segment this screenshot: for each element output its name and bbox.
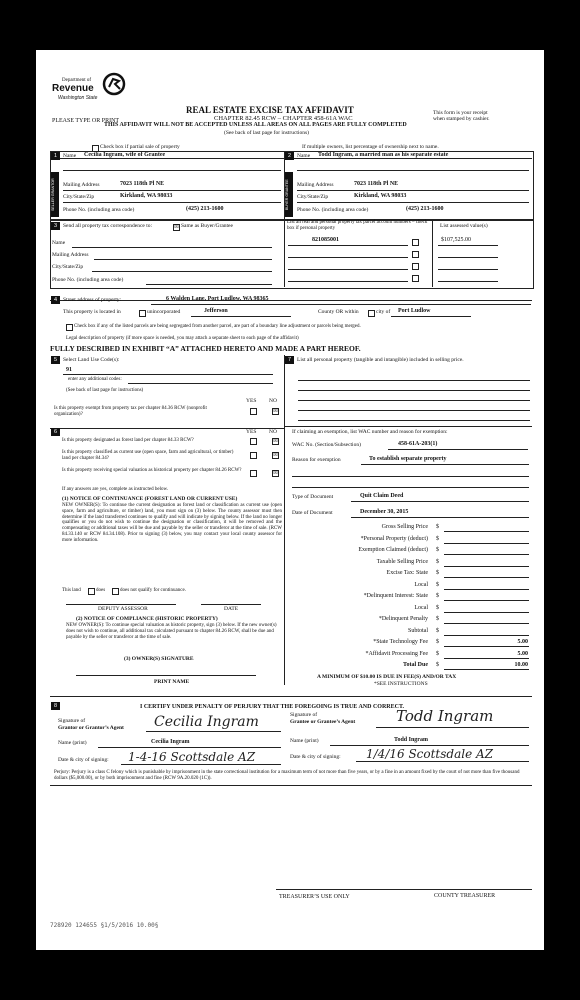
unincorporated-label: unincorporated bbox=[147, 309, 181, 315]
grantor-sig-label-1: Signature of bbox=[58, 718, 86, 724]
grantor-name[interactable]: Cecilia Ingram bbox=[151, 739, 190, 745]
parcel-4-checkbox[interactable] bbox=[412, 275, 419, 282]
corr-address-label: Mailing Address bbox=[52, 252, 89, 258]
corr-name-label: Name bbox=[52, 240, 66, 246]
land-use-see-back: (See back of last page for instructions) bbox=[66, 388, 144, 393]
tax-row-dollar: $ bbox=[436, 616, 439, 622]
located-in-label: This property is located in bbox=[63, 309, 121, 315]
city-value[interactable]: Port Ludlow bbox=[398, 308, 431, 314]
logo-department: Department of bbox=[62, 78, 92, 83]
forest-question-2: Is this property classified as current use (open space, farm and agricultural, or timber) land per chapter 84.34? bbox=[62, 450, 234, 461]
tax-row-label: *Personal Property (deduct) bbox=[360, 535, 428, 542]
q1-no-checkbox[interactable]: ☒ bbox=[273, 438, 278, 444]
tax-row-dollar: $ bbox=[436, 547, 439, 553]
perjury-note: Perjury: Perjury is a class C felony which is punishable by imprisonment in the state correctional institution for a maximum term of not more than five years, or by a fine in an amount fixed by the court of not more than five thousand dollars ($5,000.00), or by both imprisonment and fine (RCW 9A.20.020 (1C)). bbox=[54, 770, 520, 781]
section-5-badge: 5 bbox=[51, 356, 60, 364]
city-label: city of bbox=[376, 309, 391, 315]
tax-row-label: *Affidavit Processing Fee bbox=[365, 650, 428, 657]
grantor-signature[interactable]: Cecilia Ingram bbox=[154, 714, 259, 730]
forest-question-1: Is this property designated as forest land per chapter 84.33 RCW? bbox=[62, 438, 194, 443]
notice-2-title: (2) NOTICE OF COMPLIANCE (HISTORIC PROPERTY) bbox=[76, 616, 218, 622]
corr-city-label: City/State/Zip bbox=[52, 264, 84, 270]
does-label: does bbox=[96, 588, 106, 593]
logo-revenue: Revenue bbox=[52, 83, 94, 94]
forest-question-3: Is this property receiving special valuation as historical property per chapter 84.26 RCW? bbox=[62, 468, 242, 473]
exempt-no-checkbox[interactable]: ☒ bbox=[273, 408, 278, 414]
tax-row-label: *Delinquent Penalty bbox=[378, 616, 428, 622]
seller-phone-label: Phone No. (including area code) bbox=[63, 207, 135, 213]
tax-row-label: Total Due bbox=[403, 662, 428, 668]
form-title: REAL ESTATE EXCISE TAX AFFIDAVIT bbox=[186, 105, 354, 115]
buyer-phone[interactable]: (425) 213-1600 bbox=[406, 206, 444, 212]
q1-yes-checkbox[interactable] bbox=[250, 438, 257, 445]
exemption-claim-label: If claiming an exemption, list WAC number and reason for exemption: bbox=[292, 429, 448, 435]
seller-name-label: Name bbox=[63, 153, 77, 159]
no-header-6: NO bbox=[269, 429, 277, 435]
form-warning: THIS AFFIDAVIT WILL NOT BE ACCEPTED UNLESS ALL AREAS ON ALL PAGES ARE FULLY COMPLETED bbox=[104, 122, 407, 128]
tax-row-value[interactable]: 5.00 bbox=[517, 650, 528, 657]
revenue-logo-icon bbox=[102, 72, 126, 96]
tax-row-label: *State Technology Fee bbox=[373, 639, 428, 645]
county-treasurer-label: COUNTY TREASURER bbox=[434, 893, 496, 899]
tax-row-label: Gross Selling Price bbox=[381, 524, 428, 530]
seller-name[interactable]: Cecilia Ingram, wife of Grantee bbox=[84, 152, 166, 158]
personal-property-label: List all personal property (tangible and intangible) included in selling price. bbox=[297, 357, 464, 363]
parcel-1-checkbox[interactable] bbox=[412, 239, 419, 246]
deputy-assessor-label: DEPUTY ASSESSOR bbox=[98, 606, 148, 612]
seller-address[interactable]: 7023 118th Pl NE bbox=[120, 181, 165, 187]
additional-codes-label: enter any additional codes: bbox=[68, 377, 122, 382]
seller-city-label: City/State/Zip bbox=[63, 194, 95, 200]
corr-phone-label: Phone No. (including area code) bbox=[52, 277, 124, 283]
grantee-signature[interactable]: Todd Ingram bbox=[396, 707, 494, 725]
seller-sidebar: SELLER GRANTOR bbox=[51, 172, 59, 217]
if-yes-note: If any answers are yes, complete as instructed below. bbox=[62, 487, 169, 492]
section-2-badge: 2 bbox=[285, 152, 294, 160]
seller-address-label: Mailing Address bbox=[63, 182, 100, 188]
does-not-label: does not qualify for continuance. bbox=[120, 588, 186, 593]
affidavit-page bbox=[36, 50, 544, 950]
city-checkbox[interactable] bbox=[368, 310, 375, 317]
logo-state: Washington State bbox=[58, 95, 98, 101]
tax-row-label: Local bbox=[414, 604, 428, 611]
land-use-label: Select Land Use Code(s): bbox=[63, 357, 120, 363]
see-instructions-note: *SEE INSTRUCTIONS bbox=[374, 681, 428, 687]
grantee-name-label: Name (print) bbox=[290, 738, 319, 744]
qualify-label: This land bbox=[62, 588, 81, 593]
receipt-note-1: This form is your receipt bbox=[433, 110, 488, 116]
unincorporated-checkbox[interactable] bbox=[139, 310, 146, 317]
buyer-name-label: Name bbox=[297, 153, 311, 159]
yes-header-5: YES bbox=[246, 398, 257, 404]
owner-signature-label: (3) OWNER(S) SIGNATURE bbox=[124, 656, 194, 662]
multiple-owners-note: If multiple owners, list percentage of ownership next to name. bbox=[302, 144, 439, 150]
correspondence-label: Send all property tax correspondence to: bbox=[63, 223, 153, 229]
tax-row-dollar: $ bbox=[436, 535, 439, 542]
tax-row-dollar: $ bbox=[436, 570, 439, 576]
tax-row-dollar: $ bbox=[436, 581, 439, 588]
grantee-date-label: Date & city of signing: bbox=[290, 754, 341, 760]
minimum-due-note: A MINIMUM OF $10.00 IS DUE IN FEE(S) AND/OR TAX bbox=[317, 674, 457, 680]
treasurer-use-label: TREASURER’S USE ONLY bbox=[279, 894, 350, 900]
no-header-5: NO bbox=[269, 398, 277, 404]
tax-row-dollar: $ bbox=[436, 604, 439, 611]
certify-statement: I CERTIFY UNDER PENALTY OF PERJURY THAT THE FOREGOING IS TRUE AND CORRECT. bbox=[140, 704, 405, 710]
q3-no-checkbox[interactable]: ☒ bbox=[273, 470, 278, 476]
wac-label: WAC No. (Section/Subsection) bbox=[292, 442, 361, 448]
section-3-badge: 3 bbox=[51, 222, 60, 230]
tax-row-dollar: $ bbox=[436, 639, 439, 645]
section-4-badge: 4 bbox=[51, 296, 60, 304]
seller-city[interactable]: Kirkland, WA 98033 bbox=[120, 193, 173, 199]
buyer-address[interactable]: 7023 118th Pl NE bbox=[354, 181, 399, 187]
date-label: DATE bbox=[224, 606, 239, 612]
buyer-address-label: Mailing Address bbox=[297, 182, 334, 188]
does-not-checkbox[interactable] bbox=[112, 588, 119, 595]
grantee-name[interactable]: Todd Ingram bbox=[394, 737, 428, 743]
tax-row-label: Local bbox=[414, 581, 428, 588]
tax-row-value[interactable]: 10.00 bbox=[514, 662, 528, 668]
segregation-label: Check box if any of the listed parcels are being segregated from another parcel, are part of a boundary line adjustment or parcels being merged. bbox=[74, 324, 361, 329]
tax-row-dollar: $ bbox=[436, 627, 439, 634]
tax-row-label: Exemption Claimed (deduct) bbox=[358, 547, 428, 553]
wac-number[interactable]: 458-61A-203(1) bbox=[398, 441, 438, 447]
parcel-2-checkbox[interactable] bbox=[412, 251, 419, 258]
street-address[interactable]: 6 Walden Lane, Port Ludlow, WA 98365 bbox=[166, 296, 269, 302]
section-8-badge: 8 bbox=[51, 702, 60, 710]
doc-type[interactable]: Quit Claim Deed bbox=[360, 493, 404, 499]
tax-row-value[interactable]: 5.00 bbox=[517, 639, 528, 645]
does-checkbox[interactable] bbox=[88, 588, 95, 595]
please-type: PLEASE TYPE OR PRINT bbox=[52, 118, 120, 124]
county-label: County OR within bbox=[318, 309, 359, 315]
buyer-sidebar: BUYER GRANTEE bbox=[285, 172, 293, 217]
q2-no-checkbox[interactable]: ☒ bbox=[273, 452, 278, 458]
see-back-note: (See back of last page for instructions) bbox=[224, 130, 309, 136]
scan-stamp: 728920 124655 §1/5/2016 10.00§ bbox=[50, 922, 159, 929]
tax-row-dollar: $ bbox=[436, 558, 439, 565]
exemption-reason[interactable]: To establish separate property bbox=[369, 456, 447, 462]
receipt-note-2: when stamped by cashier. bbox=[433, 116, 490, 122]
buyer-city-label: City/State/Zip bbox=[297, 194, 329, 200]
same-as-buyer-label: Same as Buyer/Grantee bbox=[181, 223, 233, 229]
grantee-date[interactable]: 1/4/16 Scottsdale AZ bbox=[366, 747, 494, 761]
q3-yes-checkbox[interactable] bbox=[250, 470, 257, 477]
legal-description[interactable]: FULLY DESCRIBED IN EXHIBIT “A” ATTACHED HERETO AND MADE A PART HEREOF. bbox=[50, 344, 361, 353]
section-1-badge: 1 bbox=[51, 152, 60, 160]
assessed-header: List assessed value(s) bbox=[440, 223, 488, 229]
yes-header-6: YES bbox=[246, 429, 257, 435]
section-6-badge: 6 bbox=[51, 428, 60, 436]
assessed-value[interactable]: $107,525.00 bbox=[441, 237, 471, 243]
doc-date[interactable]: December 30, 2015 bbox=[360, 509, 409, 515]
notice-2-text: NEW OWNER(S): To continue special valuation as historic property, sign (3) below. If the new owner(s) does not wish to continue, all additional tax calculated pursuant to chapter 84.26 RCW, shall be due and payable by the seller or transferor at the time of sale. bbox=[66, 623, 277, 640]
exempt-question: Is this property exempt from property tax per chapter 84.36 RCW (nonprofit organization)? bbox=[54, 406, 207, 417]
grantee-sig-label-1: Signature of bbox=[290, 712, 318, 718]
buyer-city[interactable]: Kirkland, WA 98033 bbox=[354, 193, 407, 199]
tax-row-dollar: $ bbox=[436, 593, 439, 599]
grantor-name-label: Name (print) bbox=[58, 740, 87, 746]
grantor-date[interactable]: 1-4-16 Scottsdale AZ bbox=[128, 750, 256, 764]
print-name-label: PRINT NAME bbox=[154, 679, 190, 685]
tax-row-dollar: $ bbox=[436, 650, 439, 657]
tax-row-dollar: $ bbox=[436, 524, 439, 530]
tax-row-dollar: $ bbox=[436, 662, 439, 668]
buyer-name[interactable]: Todd Ingram, a married man as his separate estate bbox=[318, 152, 449, 158]
doc-date-label: Date of Document bbox=[292, 510, 333, 516]
exempt-yes-checkbox[interactable] bbox=[250, 408, 257, 415]
partial-sale-label: Check box if partial sale of property bbox=[100, 144, 180, 150]
notice-1-title: (1) NOTICE OF CONTINUANCE (FOREST LAND OR CURRENT USE) bbox=[62, 496, 238, 502]
parcel-3-checkbox[interactable] bbox=[412, 263, 419, 270]
street-label: Street address of property: bbox=[63, 297, 122, 303]
same-as-buyer-checkbox[interactable]: ☒ bbox=[174, 224, 179, 230]
form-subtitle: CHAPTER 82.45 RCW – CHAPTER 458-61A WAC bbox=[214, 115, 353, 122]
doc-type-label: Type of Document bbox=[292, 494, 334, 500]
seller-phone[interactable]: (425) 213-1600 bbox=[186, 206, 224, 212]
tax-row-label: Taxable Selling Price bbox=[376, 558, 428, 565]
tax-row-label: Excise Tax: State bbox=[386, 570, 428, 576]
q2-yes-checkbox[interactable] bbox=[250, 452, 257, 459]
tax-row-label: Subtotal bbox=[407, 627, 428, 634]
buyer-phone-label: Phone No. (including area code) bbox=[297, 207, 369, 213]
parcel-number[interactable]: 821085001 bbox=[312, 237, 339, 243]
parcel-header: List all real and personal property tax parcel account numbers – check box if personal property bbox=[287, 220, 428, 231]
notice-1-text: NEW OWNER(S): To continue the current designation as forest land or classification as current use (open space, farm and agriculture, or timber) land, you must sign on (3) below. The county assessor must then determine if the land transferred continues to qualify and will indicate by signing below. If the land no longer qualifies or you do not wish to continue the designation or classification, it will be removed and the compensating or additional taxes will be due and payable by the seller or transferor at the time of sale. (RCW 84.33.140 or RCW 84.34.108). Prior to signing (3) below, you may contact your local county assessor for more information. bbox=[62, 503, 282, 543]
legal-description-label: Legal description of property (if more space is needed, you may attach a separate sheet to each page of the affidavit) bbox=[66, 336, 299, 341]
section-7-badge: 7 bbox=[285, 356, 294, 364]
county-value[interactable]: Jefferson bbox=[204, 308, 228, 314]
tax-row-label: *Delinquent Interest: State bbox=[363, 593, 428, 599]
grantor-sig-label-2: Grantor or Grantor’s Agent bbox=[58, 725, 124, 731]
reason-label: Reason for exemption bbox=[292, 457, 341, 463]
grantor-date-label: Date & city of signing: bbox=[58, 757, 109, 763]
land-use-code[interactable]: 91 bbox=[66, 367, 72, 373]
segregation-checkbox[interactable] bbox=[66, 324, 73, 331]
grantee-sig-label-2: Grantee or Grantee’s Agent bbox=[290, 719, 356, 725]
